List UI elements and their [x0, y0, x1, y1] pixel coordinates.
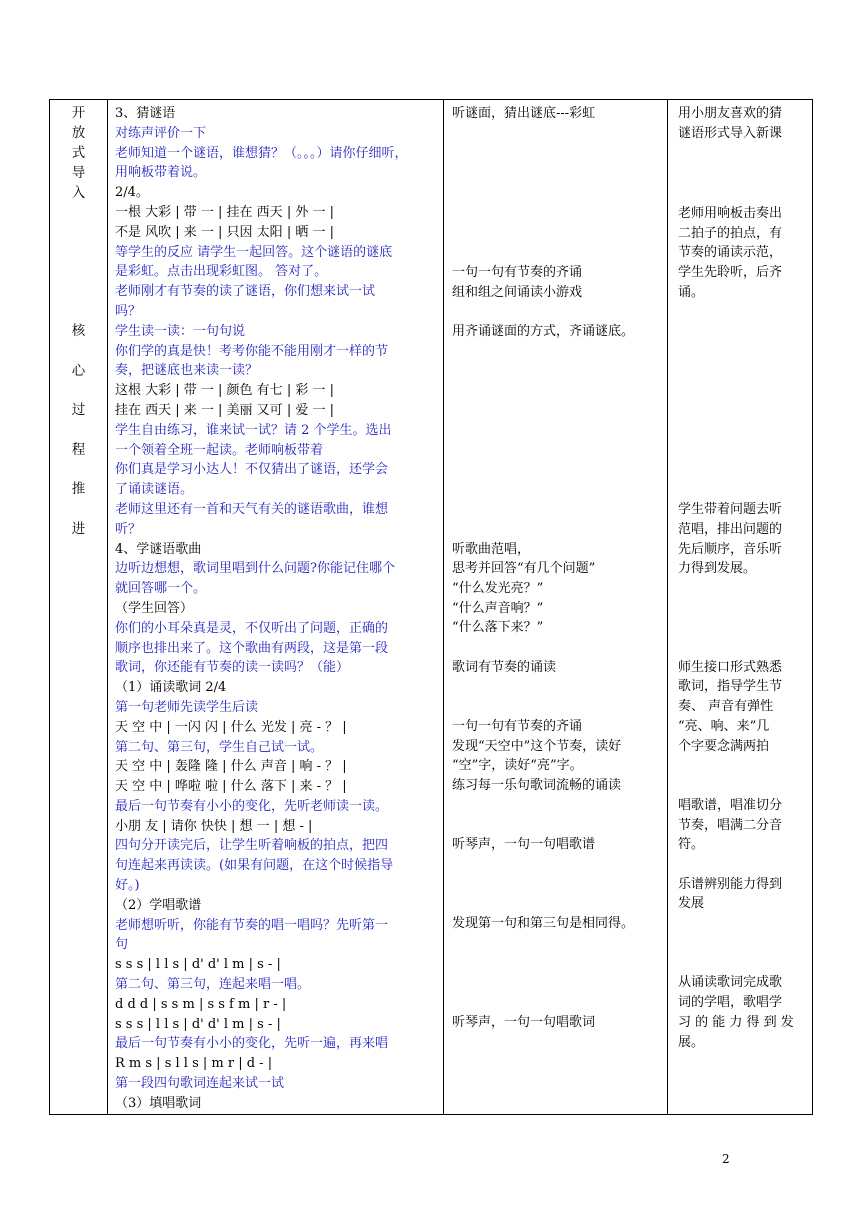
process-line: s s s | l l s | d' d' l m | s - |	[115, 957, 281, 973]
design-intent-line: 谜语形式导入新课	[678, 126, 783, 141]
process-line: 不是 风吹 | 来 一 | 只因 太阳 | 晒 一 |	[115, 224, 334, 240]
process-line: 天 空 中 | 轰隆 隆 | 什么 声音 | 响 - ？ |	[115, 759, 347, 775]
process-line: 是彩虹。点击出现彩虹图。 答对了。	[115, 264, 328, 280]
student-activity-line: 听琴声，一句一句唱歌词	[452, 1015, 596, 1030]
process-line: d d d | s s m | s s f m | r - |	[115, 996, 287, 1012]
process-line: 句	[115, 937, 129, 953]
student-activity-line: “什么声音响？”	[452, 601, 544, 616]
process-line: 4、学谜语歌曲	[115, 541, 202, 557]
process-line: 你们的小耳朵真是灵，不仅听出了问题，正确的	[115, 620, 389, 636]
process-line: 你们真是学习小达人！不仅猜出了谜语，还学会	[115, 462, 389, 478]
stage-label-open-intro-char: 入	[71, 185, 86, 201]
student-activity-line: 发现“天空中”这个节奏，读好	[452, 739, 622, 754]
process-line: 好。)	[115, 878, 140, 894]
process-line: 学生自由练习，谁来试一试？请 2 个学生。选出	[115, 422, 392, 438]
student-activity-line: 发现第一句和第三句是相同得。	[452, 916, 635, 931]
stage-label-open-intro-char: 导	[71, 165, 86, 181]
stage-label-core-process-char: 进	[71, 520, 86, 537]
stage-label-core-process-char: 核	[71, 323, 86, 339]
design-intent-line: 歌词，指导学生节	[678, 679, 783, 694]
design-intent-line: 符。	[678, 837, 705, 852]
process-line: （3）填唱歌词	[115, 1095, 202, 1111]
process-line: 了诵读谜语。	[115, 482, 194, 498]
stage-column	[50, 100, 108, 1115]
table-row	[50, 100, 813, 1115]
process-line: 你们学的真是快！考考你能不能用刚才一样的节	[115, 343, 389, 359]
process-line: 一根 大彩 | 带 一 | 挂在 西天 | 外 一 |	[115, 204, 334, 220]
design-intent-line: 先后顺序，音乐听	[678, 542, 783, 557]
design-intent-line: 发展	[678, 896, 705, 911]
process-line: 最后一句节奏有小小的变化，先听老师读一读。	[115, 798, 389, 814]
process-line: 学生读一读：一句句说	[115, 323, 246, 339]
process-line: 歌词，你还能有节奏的读一读吗？（能）	[115, 660, 350, 676]
lesson-plan-table	[49, 99, 813, 1115]
process-line: 挂在 西天 | 来 一 | 美丽 又可 | 爱 一 |	[115, 402, 334, 418]
process-line: 第二句、第三句，连起来唱一唱。	[115, 977, 311, 993]
process-line: 最后一句节奏有小小的变化，先听一遍，再来唱	[115, 1036, 389, 1052]
process-line: 听？	[115, 521, 142, 537]
design-intent-line: 诵。	[678, 285, 705, 300]
stage-label-core-process-char: 程	[71, 441, 86, 458]
process-line: （学生回答）	[115, 600, 194, 616]
process-line: 等学生的反应 请学生一起回答。这个谜语的谜底	[115, 244, 393, 260]
design-intent-line: “亮、响、来”几	[678, 719, 770, 734]
student-activity-line: 思考并回答“有几个问题”	[452, 561, 596, 576]
student-activity-line: 组和组之间诵读小游戏	[452, 285, 583, 300]
design-intent-line: 学生带着问题去听	[678, 502, 783, 517]
process-line: 天 空 中 | 一闪 闪 | 什么 光发 | 亮 - ？ |	[115, 719, 347, 735]
design-intent-line: 词的学唱，歌唱学	[678, 995, 783, 1010]
process-line: 小朋 友 | 请你 快快 | 想 一 | 想 - |	[115, 818, 313, 834]
design-intent-line: 用小朋友喜欢的猜	[678, 106, 783, 121]
process-line: 第二句、第三句，学生自己试一试。	[115, 739, 324, 755]
design-intent-line: 从诵读歌词完成歌	[678, 975, 783, 990]
student-activity-line: 歌词有节奏的诵读	[452, 660, 557, 675]
process-line: 边听边想想，歌词里唱到什么问题?你能记住哪个	[115, 561, 395, 577]
design-intent-line: 展。	[678, 1035, 705, 1050]
process-line: 四句分开读完后，让学生听着响板的拍点，把四	[115, 838, 389, 854]
student-activity-line: 练习每一乐句歌词流畅的诵读	[452, 778, 622, 793]
stage-label-open-intro-char: 放	[71, 125, 86, 141]
page-number: 2	[722, 1152, 730, 1166]
design-intent-line: 力得到发展。	[678, 561, 757, 576]
design-intent-line: 习 的 能 力 得 到 发	[678, 1015, 794, 1030]
process-line: 第一段四句歌词连起来试一试	[115, 1076, 285, 1092]
design-intent-line: 唱歌谱，唱准切分	[678, 798, 783, 813]
design-intent-line: 老师用响板击奏出	[678, 206, 783, 221]
student-activity-line: “空”字，读好“亮”字。	[452, 758, 583, 773]
process-line: 用响板带着说。	[115, 165, 207, 181]
process-line: 3、猜谜语	[115, 106, 176, 121]
design-intent-line: 范唱，排出问题的	[678, 522, 783, 537]
process-line: 2/4。	[115, 185, 149, 201]
student-activity-line: 一句一句有节奏的齐诵	[452, 265, 583, 280]
stage-label-core-process-char: 推	[71, 481, 86, 497]
process-line: 对练声评价一下	[115, 125, 207, 141]
student-activity-line: 听琴声，一句一句唱歌谱	[452, 837, 596, 852]
process-line: 第一句老师先读学生后读	[115, 699, 259, 715]
process-line: s s s | l l s | d' d' l m | s - |	[115, 1016, 281, 1032]
student-activity-line: 听歌曲范唱，	[452, 542, 531, 557]
process-line: 老师刚才有节奏的读了谜语，你们想来试一试	[115, 284, 376, 300]
process-line: 吗？	[115, 303, 142, 319]
process-line: （2）学唱歌谱	[115, 897, 202, 913]
design-intent-line: 乐谱辨别能力得到	[678, 877, 783, 892]
design-intent-line: 奏、 声音有弹性	[678, 699, 774, 714]
design-intent-line: 师生接口形式熟悉	[678, 660, 783, 675]
design-intent-line: 二拍子的拍点，有	[678, 226, 783, 241]
process-line: 老师知道一个谜语，谁想猜？（。。。）请你仔细听，	[115, 145, 408, 161]
stage-label-core-process-char: 过	[71, 402, 86, 418]
design-intent-line: 学生先聆听，后齐	[678, 265, 783, 280]
student-activity-line: 听谜面，猜出谜底---彩虹	[452, 106, 596, 121]
process-line: 老师这里还有一首和天气有关的谜语歌曲，谁想	[115, 501, 389, 517]
student-activity-line: “什么落下来？”	[452, 620, 544, 635]
student-activity-line: 一句一句有节奏的齐诵	[452, 719, 583, 734]
design-intent-line: 个字要念满两拍	[678, 739, 770, 754]
process-line: （1）诵读歌词 2/4	[115, 680, 227, 696]
process-line: 天 空 中 | 哗啦 啦 | 什么 落下 | 来 - ？ |	[115, 779, 347, 795]
student-activity-line: “什么发光亮？”	[452, 581, 544, 596]
design-intent-column	[668, 100, 813, 1115]
process-line: 顺序也排出来了。这个歌曲有两段，这是第一段	[115, 640, 389, 656]
process-line: 一个领着全班一起读。老师响板带着	[115, 442, 324, 458]
stage-label-open-intro-char: 式	[71, 145, 86, 161]
teaching-process-column	[108, 100, 444, 1115]
student-activity-column	[444, 100, 668, 1115]
student-activity-line: 用齐诵谜面的方式，齐诵谜底。	[452, 324, 635, 339]
stage-label-core-process-char: 心	[71, 362, 86, 379]
process-line: 奏，把谜底也来读一读？	[115, 363, 259, 379]
process-line: 句连起来再读读。(如果有问题，在这个时候指导	[115, 858, 394, 874]
design-intent-line: 节奏的诵读示范，	[678, 245, 783, 260]
design-intent-line: 节奏，唱满二分音	[678, 818, 783, 833]
process-line: 就回答哪一个。	[115, 581, 207, 597]
process-line: 老师想听听，你能有节奏的唱一唱吗？先听第一	[115, 917, 389, 933]
process-line: R m s | s l l s | m r | d - |	[115, 1056, 273, 1072]
stage-label-open-intro-char: 开	[71, 105, 86, 121]
process-line: 这根 大彩 | 带 一 | 颜色 有七 | 彩 一 |	[115, 383, 334, 399]
